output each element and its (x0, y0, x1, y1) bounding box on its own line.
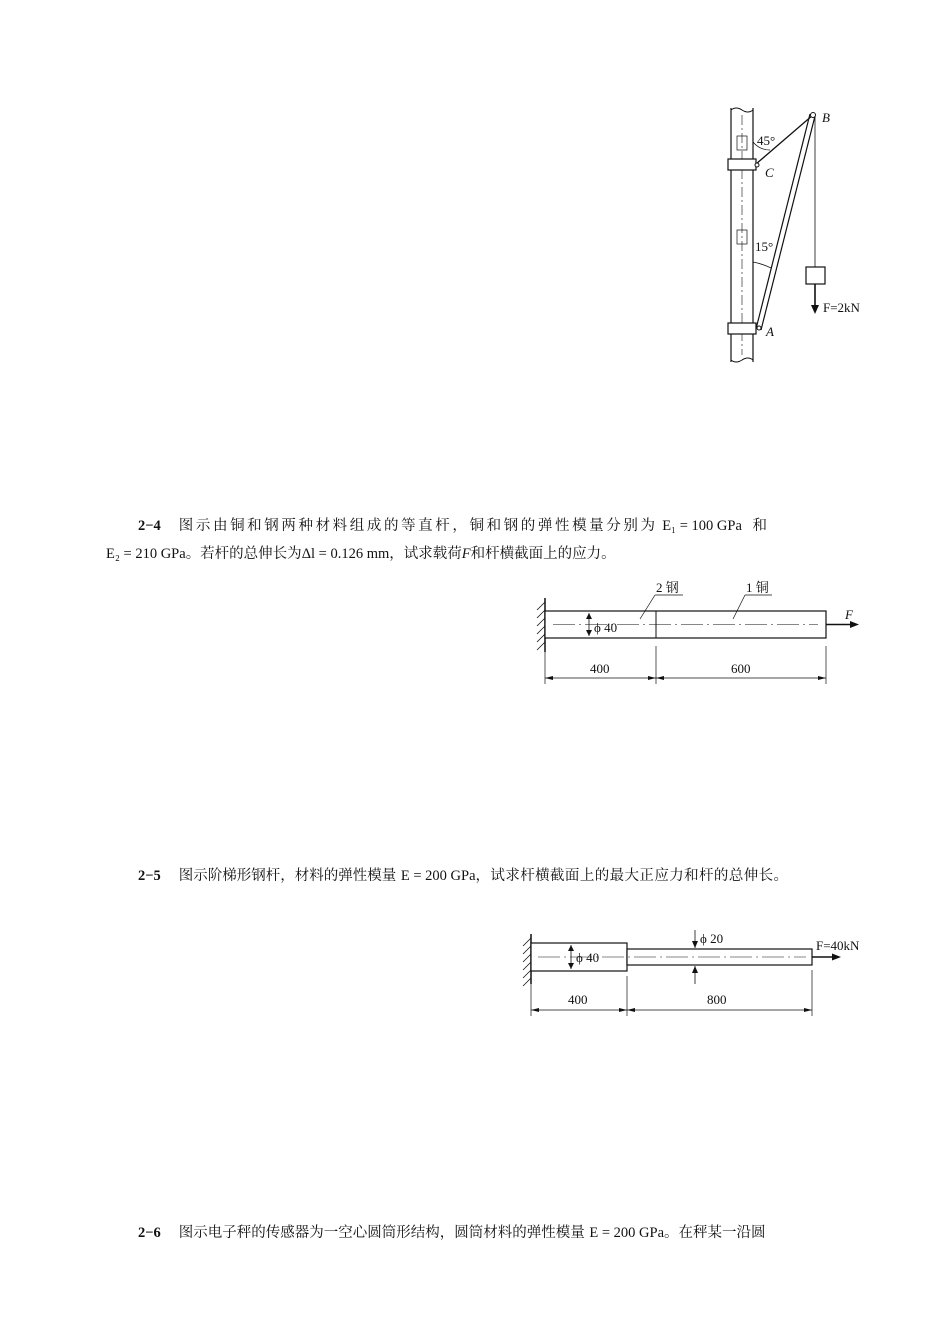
problem-2-4-line2: E₂ = 210 GPa。若杆的总伸长为Δl = 0.126 mm，试求载荷F和杆横截面上的应力。 (106, 546, 616, 562)
point-a-label: A (766, 324, 774, 339)
problem-number: 2−4 (138, 518, 161, 534)
point-b-label: B (822, 110, 830, 125)
dim-400: 400 (568, 992, 588, 1007)
force-label: F (845, 607, 853, 622)
formula-e: E = 200 GPa (400, 868, 476, 884)
load-label: F=2kN (823, 300, 860, 315)
label-steel: 2 钢 (656, 580, 679, 595)
dim-400: 400 (590, 661, 610, 676)
problem-2-5: 2−5 图示阶梯形钢杆，材料的弹性模量 E = 200 GPa，试求杆横截面上的最大正应力和杆的总伸长。 (138, 868, 789, 884)
angle-45-label: 45° (757, 133, 776, 148)
formula-dl: Δl = 0.126 mm (301, 546, 390, 562)
force-label: F=40kN (816, 938, 860, 953)
problem-number: 2−5 (138, 868, 161, 884)
label-copper: 1 铜 (746, 580, 769, 595)
problem-2-6: 2−6 图示电子秤的传感器为一空心圆筒形结构，圆筒材料的弹性模量 E = 200 GPa。在秤某一沿圆 (138, 1225, 766, 1241)
diameter-40-label: ϕ 40 (576, 950, 600, 965)
dim-600: 600 (731, 661, 751, 676)
formula-e2: E₂ = 210 GPa (106, 546, 186, 562)
dim-800: 800 (707, 992, 727, 1007)
formula-e: E = 200 GPa (589, 1225, 665, 1241)
angle-15-label: 15° (755, 239, 774, 254)
problem-number: 2−6 (138, 1225, 161, 1241)
diameter-20-label: ϕ 20 (700, 931, 724, 946)
point-c-label: C (765, 165, 774, 180)
formula-e1: E₁ = 100 GPa (662, 518, 742, 534)
problem-2-4: 2−4 图示由铜和钢两种材料组成的等直杆，铜和钢的弹性模量分别为 E₁ = 100 GPa 和 (138, 518, 767, 534)
diameter-label: ϕ 40 (594, 620, 618, 635)
